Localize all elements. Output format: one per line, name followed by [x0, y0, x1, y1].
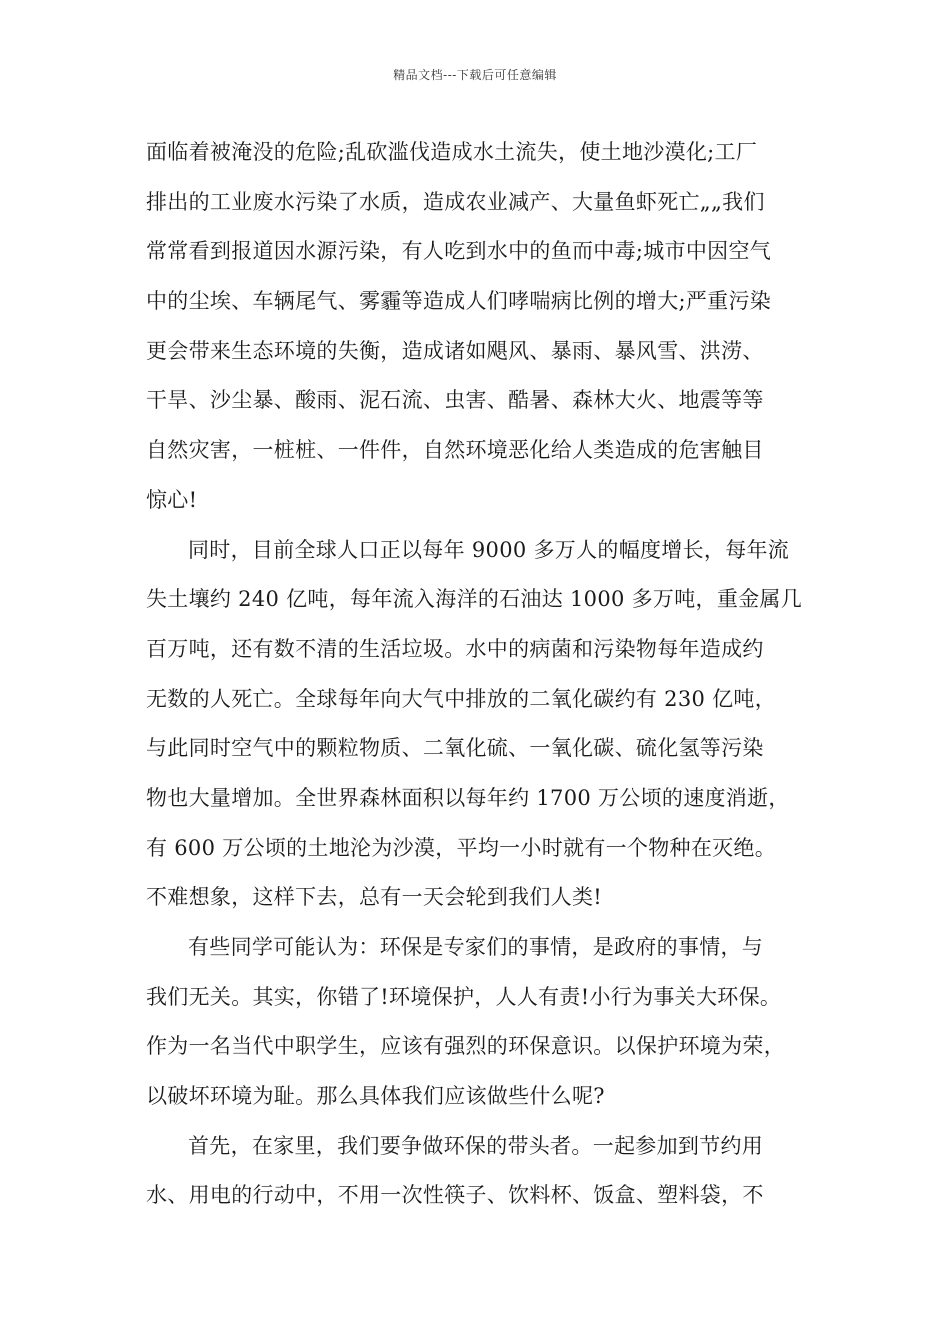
text-line: 排出的工业废水污染了水质，造成农业减产、大量鱼虾死亡„„我们 — [146, 189, 765, 214]
text-line: 常常看到报道因水源污染，有人吃到水中的鱼而中毒;城市中因空气 — [146, 239, 772, 264]
text-line: 失土壤约 240 亿吨，每年流入海洋的石油达 1000 多万吨，重金属几 — [146, 587, 803, 612]
paragraph-first-line: 同时，目前全球人口正以每年 9000 多万人的幅度增长，每年流 — [188, 537, 790, 562]
text-line: 中的尘埃、车辆尾气、雾霾等造成人们哮喘病比例的增大;严重污染 — [146, 289, 772, 314]
text-line: 百万吨，还有数不清的生活垃圾。水中的病菌和污染物每年造成约 — [146, 636, 764, 661]
text-line: 面临着被淹没的危险;乱砍滥伐造成水土流失，使土地沙漠化;工厂 — [146, 140, 758, 164]
page-header: 精品文档---下载后可任意编辑 — [393, 68, 557, 82]
paragraph-first-line: 有些同学可能认为：环保是专家们的事情，是政府的事情，与 — [188, 935, 764, 959]
text-line: 我们无关。其实，你错了!环境保护，人人有责!小行为事关大环保。 — [146, 984, 782, 1009]
text-line: 与此同时空气中的颗粒物质、二氧化硫、一氧化碳、硫化氢等污染 — [146, 736, 764, 761]
text-line: 以破坏环境为耻。那么具体我们应该做些什么呢? — [146, 1084, 605, 1109]
text-line: 有 600 万公顷的土地沦为沙漠，平均一小时就有一个物种在灭绝。 — [146, 835, 777, 860]
text-line: 更会带来生态环境的失衡，造成诸如飓风、暴雨、暴风雪、洪涝、 — [146, 338, 764, 363]
text-line: 不难想象，这样下去，总有一天会轮到我们人类! — [146, 885, 603, 910]
text-line: 水、用电的行动中，不用一次性筷子、饮料杯、饭盒、塑料袋，不 — [146, 1183, 764, 1208]
text-line: 干旱、沙尘暴、酸雨、泥石流、虫害、酷暑、森林大火、地震等等 — [146, 388, 764, 413]
text-line: 作为一名当代中职学生，应该有强烈的环保意识。以保护环境为荣， — [146, 1034, 785, 1059]
paragraph-first-line: 首先，在家里，我们要争做环保的带头者。一起参加到节约用 — [188, 1133, 764, 1158]
text-line: 自然灾害，一桩桩、一件件，自然环境恶化给人类造成的危害触目 — [146, 438, 764, 463]
text-line: 无数的人死亡。全球每年向大气中排放的二氧化碳约有 230 亿吨， — [146, 686, 777, 711]
text-line: 物也大量增加。全世界森林面积以每年约 1700 万公顷的速度消逝， — [146, 785, 790, 810]
body-text — [146, 128, 816, 1221]
text-line: 惊心! — [146, 487, 198, 512]
